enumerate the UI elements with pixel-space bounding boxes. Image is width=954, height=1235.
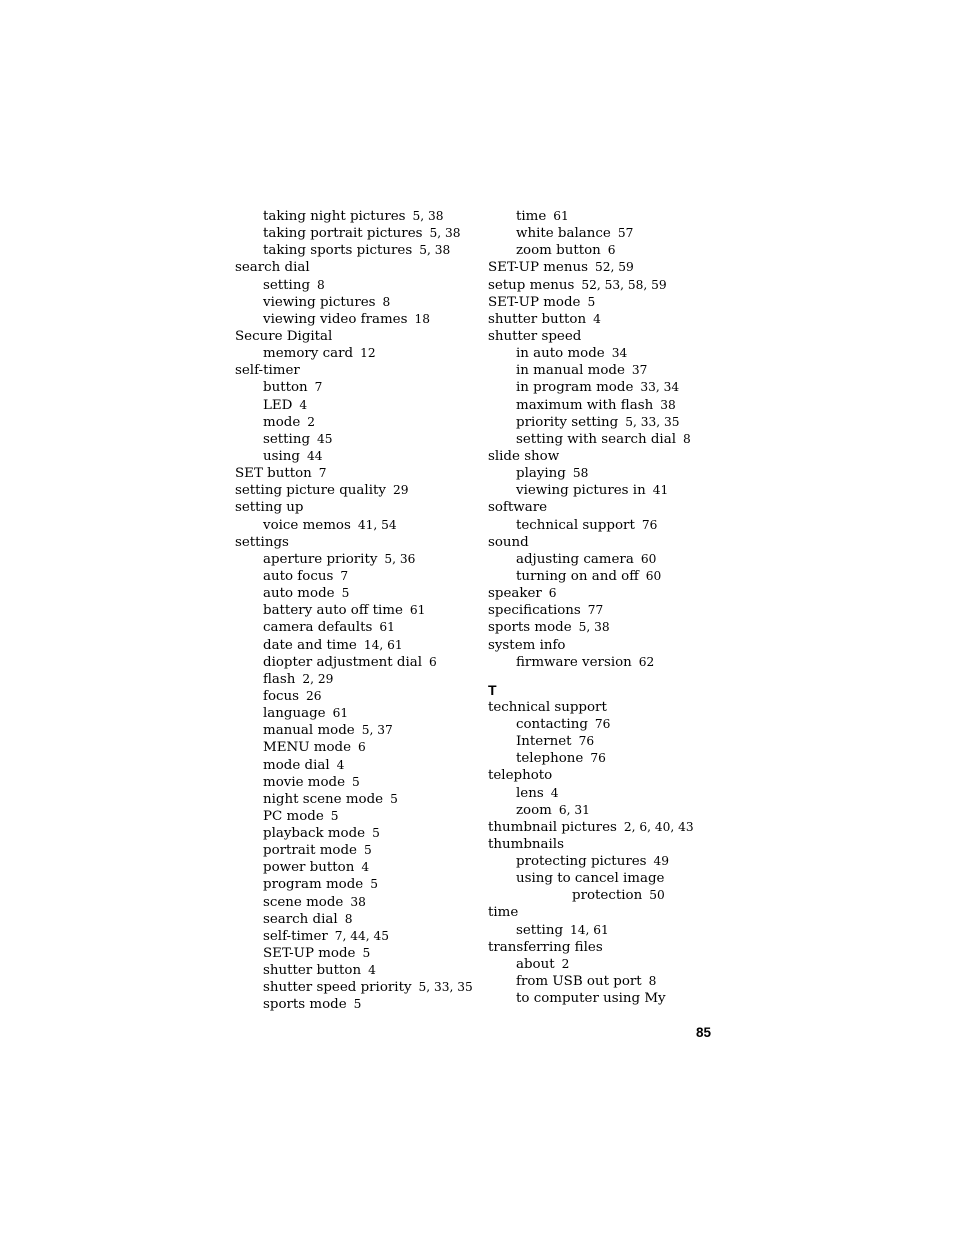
index-page-refs: 6 — [607, 243, 616, 258]
index-subentry — [235, 962, 475, 979]
index-subentry — [488, 208, 718, 225]
index-term: protection — [572, 888, 643, 904]
index-term: auto mode — [263, 586, 335, 602]
page-number: 85 — [696, 1025, 712, 1040]
index-term: software — [488, 500, 548, 516]
index-term: setting — [516, 922, 564, 938]
index-entry — [488, 277, 718, 294]
index-term: search dial — [263, 911, 338, 927]
index-subentry — [235, 311, 475, 328]
index-term: SET-UP menus — [488, 260, 588, 276]
index-page-refs: 60 — [640, 551, 657, 566]
index-term: sports mode — [488, 620, 572, 636]
index-term: shutter button — [488, 311, 587, 327]
index-term: shutter speed priority — [263, 980, 412, 996]
index-subentry — [488, 242, 718, 259]
index-page-refs: 6 — [358, 740, 366, 755]
index-term: search dial — [235, 260, 310, 276]
index-term: thumbnails — [488, 836, 564, 852]
index-page-refs: 4 — [361, 860, 370, 875]
index-subentry — [235, 808, 475, 825]
index-subentry — [235, 825, 475, 842]
index-page-refs: 57 — [617, 226, 634, 241]
index-term: from USB out port — [516, 974, 642, 990]
index-term: language — [263, 706, 326, 722]
index-page-refs: 44 — [306, 448, 323, 463]
index-entry — [488, 602, 718, 619]
index-page-refs: 77 — [587, 603, 604, 618]
index-page-refs: 60 — [645, 568, 662, 583]
index-term: priority setting — [516, 414, 619, 430]
index-subentry — [235, 208, 475, 225]
index-subentry — [235, 551, 475, 568]
index-page-refs: 61 — [553, 209, 569, 223]
index-term: sound — [488, 534, 529, 550]
index-term: diopter adjustment dial — [263, 654, 423, 670]
index-subentry — [235, 859, 475, 876]
index-page-refs: 4 — [593, 311, 601, 326]
index-term: transferring files — [488, 939, 603, 955]
index-subentry — [235, 928, 475, 945]
index-entry — [235, 499, 475, 516]
index-subentry — [235, 894, 475, 911]
index-page-refs: 2, 29 — [302, 671, 334, 686]
index-page-refs: 50 — [649, 888, 665, 903]
index-letter-heading: T — [488, 681, 497, 698]
index-entry — [488, 904, 718, 921]
index-subentry — [488, 482, 718, 499]
index-entry — [488, 311, 718, 328]
index-term: flash — [263, 671, 296, 687]
index-page-refs: 5 — [330, 808, 339, 823]
index-term: Internet — [516, 734, 572, 750]
index-term: taking sports pictures — [263, 243, 413, 259]
index-page-refs: 26 — [306, 688, 322, 703]
index-subentry — [235, 774, 475, 791]
index-page-refs: 38 — [350, 894, 366, 909]
index-page-refs: 5 — [341, 586, 350, 601]
index-page-refs: 52, 53, 58, 59 — [581, 277, 667, 292]
index-page-refs: 29 — [392, 483, 409, 498]
index-entry — [488, 534, 718, 551]
index-page-refs: 76 — [594, 716, 611, 731]
index-entry — [235, 328, 475, 345]
index-entry — [488, 819, 718, 836]
index-subentry — [488, 870, 718, 887]
index-term: in program mode — [516, 380, 634, 396]
index-term: technical support — [488, 699, 607, 715]
index-subentry — [235, 225, 475, 242]
index-subentry — [235, 876, 475, 893]
index-page-refs: 34 — [611, 346, 628, 361]
index-page-refs: 8 — [682, 431, 691, 446]
index-entry — [488, 699, 718, 716]
index-subentry — [488, 517, 718, 534]
index-subentry — [488, 225, 718, 242]
index-page-refs: 6 — [429, 654, 437, 669]
index-term: firmware version — [516, 654, 632, 670]
index-subentry — [488, 397, 718, 414]
index-subentry — [488, 956, 718, 973]
index-page-refs: 5, 33, 35 — [418, 980, 473, 995]
index-term: viewing pictures — [263, 294, 376, 310]
index-subentry — [235, 345, 475, 362]
index-page-refs: 12 — [360, 346, 376, 361]
index-term: playing — [516, 466, 566, 482]
index-term: SET-UP mode — [263, 946, 356, 962]
index-term: self-timer — [235, 363, 300, 379]
index-subentry — [488, 654, 718, 671]
index-term: setting — [263, 277, 311, 293]
index-page-refs: 18 — [414, 311, 430, 326]
index-term: taking portrait pictures — [263, 226, 423, 242]
index-page-refs: 14, 61 — [363, 637, 403, 652]
index-term: in auto mode — [516, 346, 605, 362]
index-subentry — [488, 465, 718, 482]
index-entry — [488, 294, 718, 311]
index-page-refs: 41, 54 — [357, 517, 397, 532]
index-term: power button — [263, 860, 355, 876]
index-entry — [235, 534, 475, 551]
index-subentry — [235, 585, 475, 602]
index-term: speaker — [488, 586, 542, 602]
index-page-refs: 5, 37 — [361, 723, 393, 738]
index-subentry — [235, 448, 475, 465]
index-subentry — [488, 887, 718, 904]
index-page-refs: 4 — [336, 757, 345, 772]
index-page-refs: 76 — [590, 751, 606, 766]
index-page-refs: 61 — [409, 603, 426, 618]
index-term: protecting pictures — [516, 854, 647, 870]
index-term: SET-UP mode — [488, 294, 581, 310]
index-entry — [488, 939, 718, 956]
index-subentry — [488, 345, 718, 362]
index-entry — [488, 767, 718, 784]
index-page-refs: 5 — [370, 877, 378, 892]
index-page-refs: 61 — [332, 706, 349, 721]
index-term: in manual mode — [516, 363, 625, 379]
index-subentry — [235, 397, 475, 414]
index-term: turning on and off — [516, 568, 639, 584]
index-page-refs: 5, 38 — [412, 209, 444, 223]
index-page-refs: 4 — [550, 785, 559, 800]
index-subentry — [235, 568, 475, 585]
index-term: portrait mode — [263, 843, 357, 859]
index-term: mode — [263, 414, 301, 430]
index-entry — [488, 499, 718, 516]
index-page-refs: 58 — [572, 466, 589, 481]
index-page-refs: 6 — [548, 586, 557, 601]
index-term: zoom — [516, 802, 552, 818]
index-page-refs: 49 — [653, 854, 670, 869]
index-page-refs: 37 — [631, 363, 648, 378]
index-term: mode dial — [263, 757, 330, 773]
index-entry — [488, 836, 718, 853]
index-term: adjusting camera — [516, 551, 634, 567]
index-term: telephone — [516, 751, 584, 767]
index-column-right — [488, 208, 718, 1007]
index-page-refs: 5, 38 — [578, 620, 610, 635]
index-term: self-timer — [263, 928, 328, 944]
index-page-refs: 8 — [344, 911, 353, 926]
index-term: LED — [263, 397, 293, 413]
index-page-refs: 33, 34 — [640, 380, 680, 395]
index-term: program mode — [263, 877, 364, 893]
index-page-refs: 5 — [353, 997, 362, 1012]
index-term: system info — [488, 637, 566, 653]
index-subentry — [235, 379, 475, 396]
index-term: shutter speed — [488, 328, 582, 344]
index-subentry — [488, 379, 718, 396]
index-subentry — [235, 911, 475, 928]
index-page-refs: 76 — [641, 517, 658, 532]
index-subentry — [235, 979, 475, 996]
index-subentry — [235, 671, 475, 688]
index-term: time — [488, 905, 519, 921]
index-subentry — [488, 414, 718, 431]
index-subentry — [488, 973, 718, 990]
index-page-refs: 14, 61 — [570, 922, 609, 937]
index-term: sports mode — [263, 997, 347, 1013]
index-page-refs: 41 — [652, 483, 669, 498]
index-subentry — [488, 431, 718, 448]
index-entry — [235, 362, 475, 379]
index-subentry — [488, 551, 718, 568]
index-page-refs: 8 — [382, 294, 391, 309]
index-page-refs: 2, 6, 40, 43 — [623, 819, 694, 834]
index-page-refs: 8 — [648, 974, 657, 989]
index-term: viewing pictures in — [516, 483, 646, 499]
index-subentry — [488, 853, 718, 870]
index-subentry — [488, 733, 718, 750]
index-page-refs: 7, 44, 45 — [334, 928, 390, 943]
index-term: focus — [263, 688, 300, 704]
index-term: setting — [263, 431, 311, 447]
index-page-refs: 5 — [363, 843, 372, 858]
index-subentry — [235, 945, 475, 962]
index-term: settings — [235, 534, 289, 550]
index-subentry — [488, 990, 718, 1007]
index-page-refs: 52, 59 — [594, 260, 634, 275]
index-page-refs: 7 — [314, 380, 323, 395]
index-subentry — [488, 785, 718, 802]
index-entry — [235, 465, 475, 482]
index-subentry — [235, 637, 475, 654]
index-subentry — [235, 431, 475, 448]
index-term: manual mode — [263, 723, 355, 739]
index-term: memory card — [263, 346, 354, 362]
index-term: shutter button — [263, 963, 362, 979]
index-page-refs: 5, 38 — [419, 243, 451, 258]
index-subentry — [235, 739, 475, 756]
index-page-refs: 5 — [362, 946, 371, 961]
index-page-refs: 5 — [390, 791, 398, 806]
index-term: PC mode — [263, 808, 324, 824]
index-term: setting with search dial — [516, 431, 676, 447]
index-term: about — [516, 956, 555, 972]
index-entry — [235, 482, 475, 499]
index-page-refs: 76 — [578, 734, 595, 749]
index-term: SET button — [235, 466, 312, 482]
index-term: playback mode — [263, 826, 366, 842]
index-subentry — [488, 802, 718, 819]
index-page-refs: 4 — [299, 397, 308, 412]
index-term: contacting — [516, 716, 588, 732]
index-subentry — [488, 750, 718, 767]
index-page-refs: 5 — [372, 826, 380, 841]
index-subentry — [488, 922, 718, 939]
index-term: setup menus — [488, 277, 575, 293]
index-subentry — [235, 294, 475, 311]
index-page-refs: 6, 31 — [558, 802, 590, 817]
index-subentry — [235, 688, 475, 705]
index-entry — [488, 637, 718, 654]
index-term: viewing video frames — [263, 311, 408, 327]
index-term: auto focus — [263, 568, 334, 584]
index-term: zoom button — [516, 243, 601, 259]
index-term: date and time — [263, 637, 357, 653]
index-term: lens — [516, 785, 544, 801]
index-subentry — [235, 722, 475, 739]
index-term: thumbnail pictures — [488, 819, 617, 835]
index-term: slide show — [488, 448, 560, 464]
index-entry — [488, 619, 718, 636]
index-term: setting up — [235, 500, 304, 516]
index-term: movie mode — [263, 774, 346, 790]
index-term: telephoto — [488, 768, 553, 784]
index-page-refs: 4 — [368, 963, 376, 978]
index-page-refs: 61 — [379, 620, 395, 635]
index-term: Secure Digital — [235, 328, 333, 344]
index-term: white balance — [516, 226, 611, 242]
index-term: MENU mode — [263, 740, 352, 756]
index-term: using to cancel image — [516, 871, 665, 887]
index-page-refs: 5, 36 — [384, 551, 416, 566]
index-page-refs: 2 — [561, 956, 570, 971]
index-term: specifications — [488, 603, 581, 619]
index-term: scene mode — [263, 894, 344, 910]
section-gap — [488, 671, 718, 682]
index-subentry — [235, 602, 475, 619]
index-page-refs: 8 — [317, 277, 325, 292]
index-entry — [488, 259, 718, 276]
index-page-refs: 45 — [317, 431, 333, 446]
index-term: button — [263, 380, 308, 396]
index-page-refs: 5 — [352, 774, 360, 789]
index-subentry — [235, 705, 475, 722]
index-term: to computer using My — [516, 991, 666, 1007]
index-term: night scene mode — [263, 791, 384, 807]
index-subentry — [488, 568, 718, 585]
index-term: battery auto off time — [263, 603, 403, 619]
index-term: time — [516, 209, 547, 224]
index-term: camera defaults — [263, 620, 373, 636]
index-subentry — [488, 362, 718, 379]
index-term: taking night pictures — [263, 209, 406, 224]
index-page-refs: 7 — [318, 466, 327, 481]
index-subentry — [235, 996, 475, 1013]
index-subentry — [235, 277, 475, 294]
index-page-refs: 7 — [340, 568, 349, 583]
index-term: voice memos — [263, 517, 351, 533]
index-entry — [488, 328, 718, 345]
index-term: aperture priority — [263, 551, 378, 567]
index-subentry — [235, 757, 475, 774]
index-page-refs: 5, 38 — [429, 226, 461, 241]
index-page-refs: 38 — [660, 397, 676, 412]
index-term: maximum with flash — [516, 397, 654, 413]
index-subentry — [235, 654, 475, 671]
index-entry — [488, 448, 718, 465]
index-term: using — [263, 448, 300, 464]
index-subentry — [235, 414, 475, 431]
index-term: technical support — [516, 517, 635, 533]
index-subentry — [235, 791, 475, 808]
index-entry — [235, 259, 475, 276]
index-subentry — [235, 842, 475, 859]
index-page-refs: 5 — [587, 294, 596, 309]
index-subentry — [235, 517, 475, 534]
index-page-refs: 2 — [307, 414, 316, 429]
index-entry — [488, 585, 718, 602]
index-subentry — [235, 619, 475, 636]
index-column-left — [235, 208, 475, 1014]
index-subentry — [235, 242, 475, 259]
index-subentry — [488, 716, 718, 733]
index-page-refs: 62 — [638, 654, 655, 669]
index-page-refs: 5, 33, 35 — [625, 414, 680, 429]
index-term: setting picture quality — [235, 483, 386, 499]
